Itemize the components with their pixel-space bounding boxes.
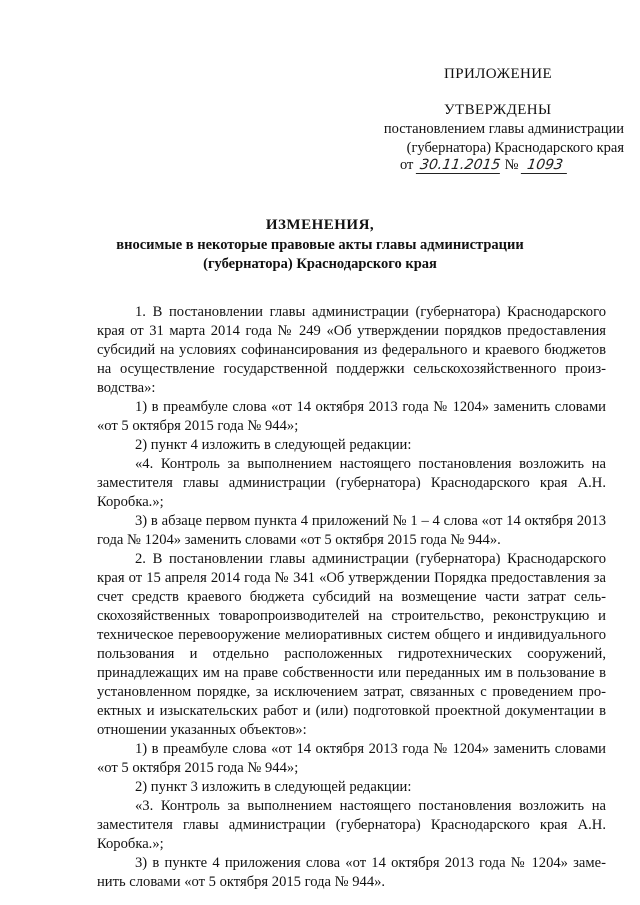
title-heading: ИЗМЕНЕНИЯ, <box>265 217 375 233</box>
title-line-2: (губернатора) Краснодарского края <box>203 256 437 272</box>
resolution-reference <box>362 120 624 158</box>
handwritten-number: 1093 <box>521 157 569 174</box>
title-line-1: вносимые в некоторые правовые акты главы администрации <box>116 237 524 253</box>
paragraph: 1) в преамбуле слова «от 14 октября 2013 года № 1204» заменить словами «от 5 октября 2015 года № 944»; <box>97 399 606 434</box>
approved-label: УТВЕРЖДЕНЫ <box>444 102 552 118</box>
date-prefix: от <box>400 157 414 173</box>
paragraph: 3) в абзаце первом пункта 4 приложений № 1 – 4 слова «от 14 октября 2013 года № 1204» заменить словами «от 5 октября 2015 года № 944». <box>97 513 606 548</box>
paragraph: 3) в пункте 4 приложения слова «от 14 октября 2013 года № 1204» заменить словами «от 5 октября 2015 года № 944». <box>97 855 606 890</box>
document-body <box>97 303 606 892</box>
document-title <box>100 215 540 274</box>
number-sign: № <box>504 157 519 173</box>
paragraph: «3. Контроль за выполнением настоящего постановления возложить на заместителя главы администрации (губернатора) Краснодарского края А.Н. Коробка.»; <box>97 798 606 852</box>
handwritten-date: 30.11.2015 <box>416 157 502 174</box>
paragraph: 2. В постановлении главы администрации (губернатора) Краснодарского края от 15 апреля 2014 года № 341 «Об утверждении Порядка предоставления за счет средств краевого бюджета субсидий на возмещение части затрат сельскохозяйственных товаропроизводителей на строительство, реконструкцию и техническое перевооружение мелиоративных систем общего и индивидуального пользования и отдельно расположенных гидротехнических сооружений, принадлежащих им на праве собственности или переданных им в пользование в установленном порядке, за исключением затрат, связанных с проведением проектных и изыскательских работ и (или) подготовкой проектной документации в отношении указанных объектов»: <box>97 551 606 738</box>
appendix-label: ПРИЛОЖЕНИЕ <box>444 66 553 82</box>
date-number-line <box>400 157 568 174</box>
paragraph: 1) в преамбуле слова «от 14 октября 2013 года № 1204» заменить словами «от 5 октября 2015 года № 944»; <box>97 741 606 776</box>
resolution-line-2: (губернатора) Краснодарского края <box>406 140 624 156</box>
paragraph: 2) пункт 4 изложить в следующей редакции: <box>135 437 412 453</box>
resolution-line-1: постановлением главы администрации <box>383 121 624 137</box>
paragraph: 1. В постановлении главы администрации (губернатора) Краснодарского края от 31 марта 2014 года № 249 «Об утверждении порядков предоставления субсидий на условиях софинансирования из федерального и краевого бюджетов на осуществление государственной поддержки сельскохозяйственного производства»: <box>97 304 606 396</box>
paragraph: «4. Контроль за выполнением настоящего постановления возложить на заместителя главы администрации (губернатора) Краснодарского края А.Н. Коробка.»; <box>97 456 606 510</box>
paragraph: 2) пункт 3 изложить в следующей редакции: <box>135 779 412 795</box>
